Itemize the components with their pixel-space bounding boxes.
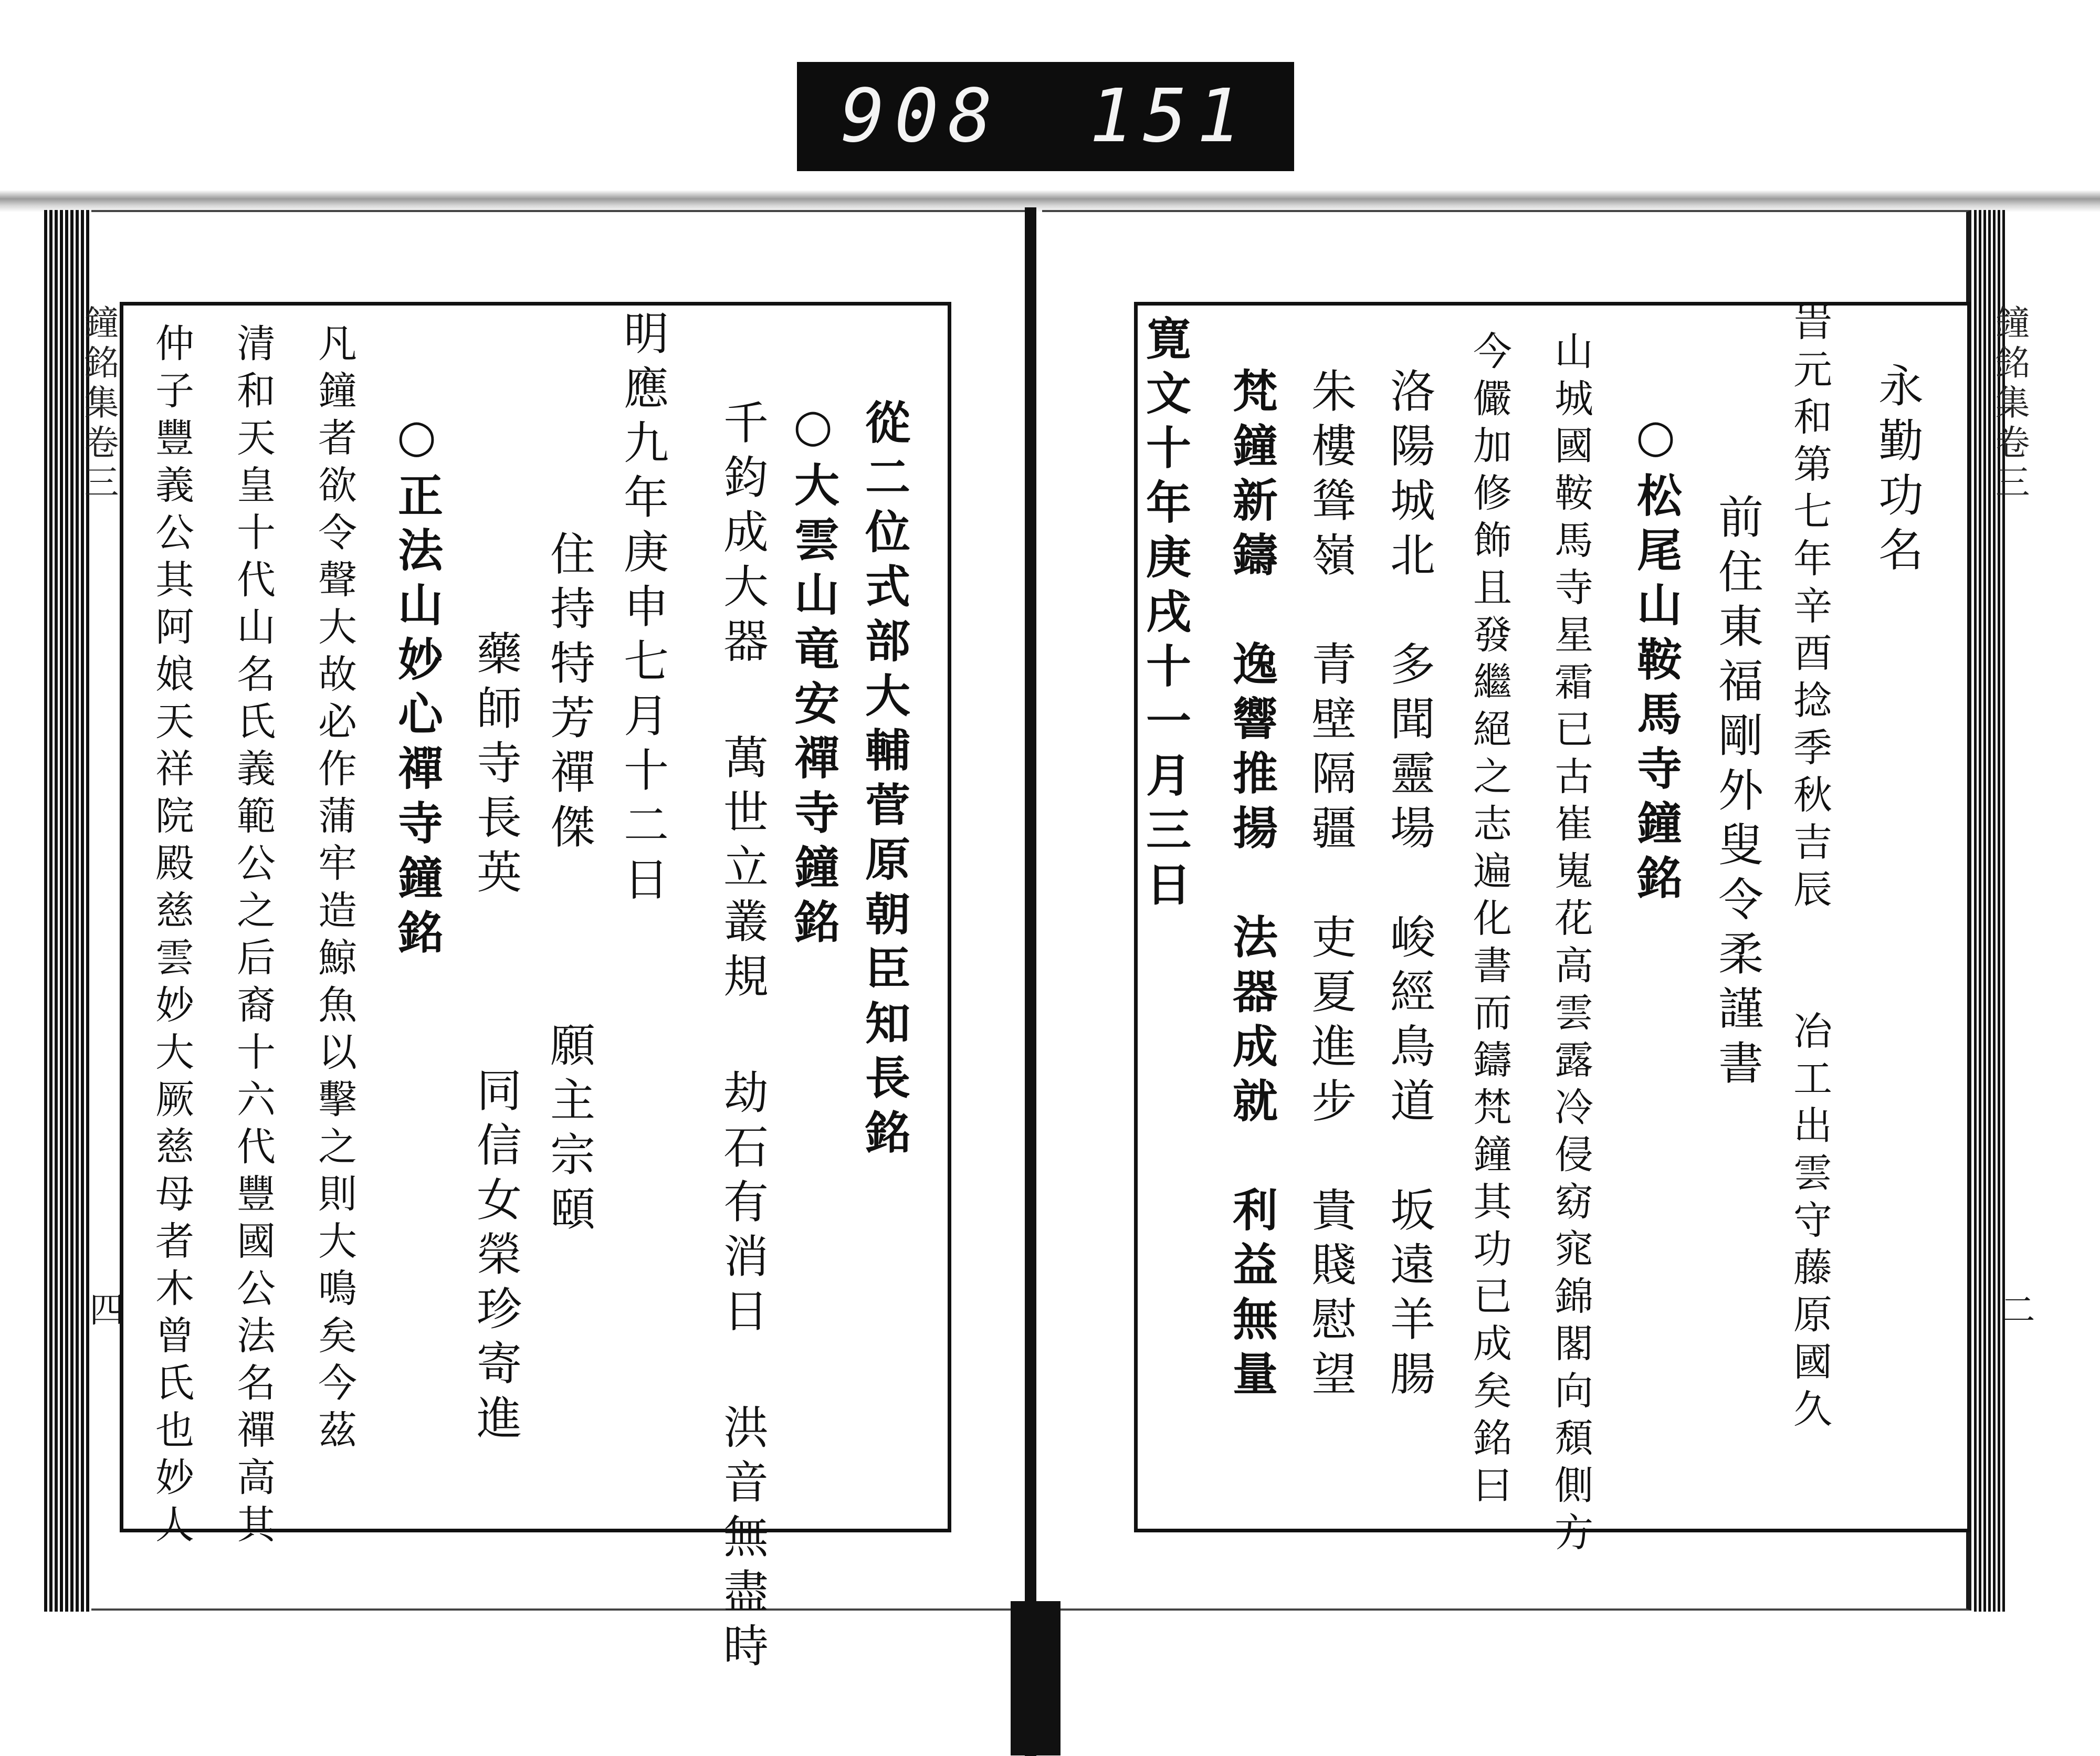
book-spine — [1025, 207, 1036, 1756]
left-margin-title: 鐘銘集卷三 — [78, 304, 119, 504]
right-page-number: 二 — [1994, 1291, 2035, 1326]
scan-edge — [0, 190, 2100, 212]
right-col-3: 前住東福剛外叟令柔謹書 — [1710, 493, 1763, 1094]
right-col-8: 朱樓聳嶺 青壁隔疆 吏夏進步 貴賤慰望 — [1304, 367, 1356, 1405]
right-col-1: 永勤功名 — [1871, 362, 1923, 581]
right-col-4: ○松尾山鞍馬寺鐘銘 — [1629, 409, 1682, 909]
right-col-10: 寛文十年庚戌十一月三日 — [1138, 315, 1191, 916]
left-col-3: 千鈞成大器 萬世立叢規 劫石有消日 洪音無盡時 — [716, 399, 768, 1677]
right-col-6: 今儼加修飾且發繼絕之志遍化書而鑄梵鐘其功已成矣銘曰 — [1467, 331, 1512, 1512]
archive-label — [797, 62, 1294, 171]
left-col-4: 明應九年庚申七月十二日 — [616, 310, 668, 910]
right-col-9: 梵鐘新鑄 逸響推揚 法器成就 利益無量 — [1225, 367, 1278, 1405]
left-page-number: 四 — [83, 1291, 124, 1326]
left-col-2: ○大雲山竜安禪寺鐘銘 — [786, 399, 839, 953]
right-col-7: 洛陽城北 多聞靈場 峻經鳥道 坂遠羊腸 — [1382, 367, 1435, 1405]
left-col-7: ○正法山妙心禪寺鐘銘 — [390, 409, 443, 963]
label-number-left: 908 — [841, 73, 1002, 159]
left-col-5: 住持特芳禪傑 願主宗頤 — [542, 530, 595, 1240]
left-col-9: 清和天皇十代山名氏義範公之后裔十六代豐國公法名禪高其 — [230, 323, 276, 1551]
right-col-2: 旹元和第七年辛酉捻季秋吉辰 冶工出雲守藤原國久 — [1787, 302, 1832, 1436]
right-col-5: 山城國鞍馬寺星霜已古崔嵬花高雲露冷侵窈窕錦閣向頹側方 — [1548, 331, 1593, 1559]
label-number-right: 151 — [1089, 73, 1251, 159]
left-col-6: 藥師寺長英 同信女榮珍寄進 — [469, 630, 521, 1449]
left-col-1: 從二位式部大輔菅原朝臣知長銘 — [857, 399, 910, 1163]
right-margin-title: 鐘銘集卷三 — [1989, 304, 2030, 504]
left-col-8: 凡鐘者欲令聲大故必作蒲牢造鯨魚以擊之則大鳴矣今茲 — [312, 323, 357, 1457]
spine-tab — [1011, 1601, 1060, 1755]
left-col-10: 仲子豐義公其阿娘天祥院殿慈雲妙大厥慈母者木曾氏也妙人 — [149, 323, 194, 1551]
